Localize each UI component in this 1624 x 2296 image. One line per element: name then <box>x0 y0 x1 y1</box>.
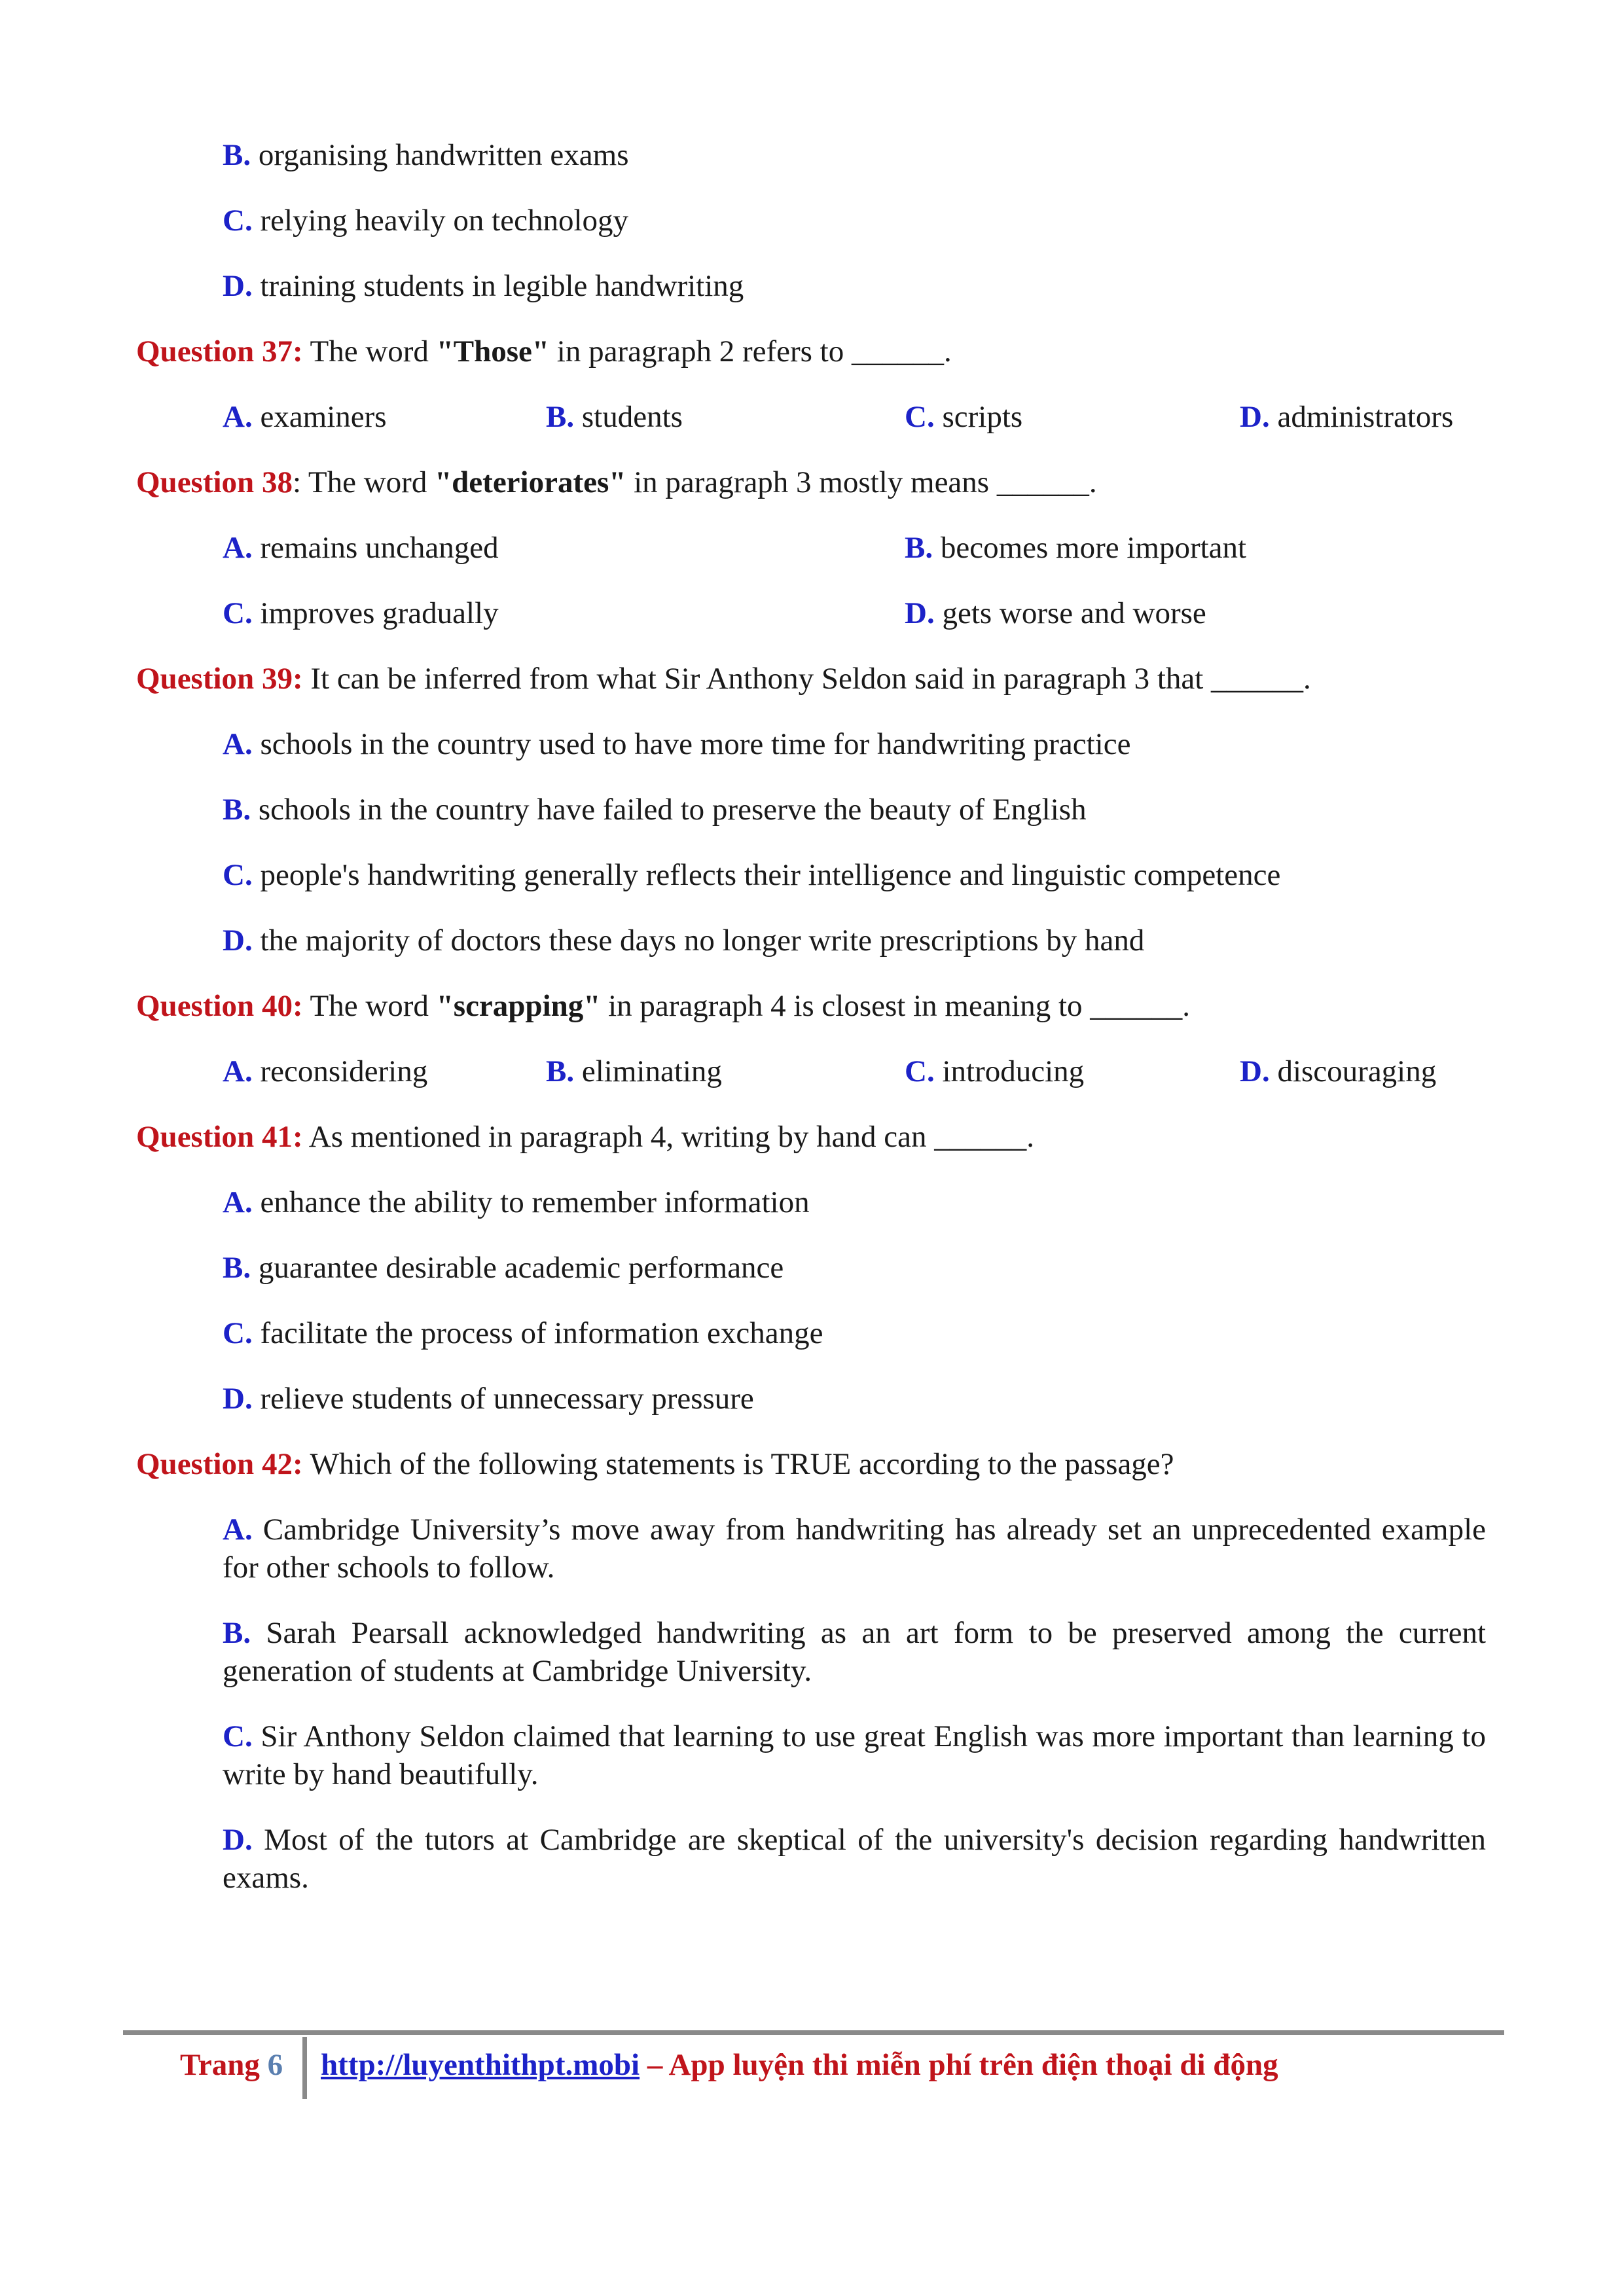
question-label: Question 37: <box>136 334 303 368</box>
question-text: As mentioned in paragraph 4, writing by hand can ______. <box>302 1120 1034 1154</box>
option-text: remains unchanged <box>260 531 499 565</box>
footer-text <box>321 2047 1278 2083</box>
question-text: It can be inferred from what Sir Anthony Seldon said in paragraph 3 that ______. <box>302 662 1311 696</box>
question-42 <box>136 1445 1487 1483</box>
question-text-post: in paragraph 2 refers to ______. <box>549 334 952 368</box>
option-text: eliminating <box>581 1054 722 1088</box>
question-label: Question 38 <box>136 465 293 499</box>
footer-separator <box>302 2037 307 2099</box>
q36-option-d <box>223 267 744 305</box>
option-text: Cambridge University’s move away from handwriting has already set an unprecedented example for other schools to follow. <box>223 1513 1487 1585</box>
option-letter: B. <box>546 400 575 434</box>
option-letter: C. <box>905 1054 935 1088</box>
question-label: Question 40: <box>136 989 303 1023</box>
q39-option-a <box>223 725 1130 763</box>
option-letter: C. <box>223 1719 253 1753</box>
q37-option-d <box>1240 398 1453 436</box>
q38-option-c <box>223 594 499 632</box>
option-letter: C. <box>905 400 935 434</box>
question-text-pre: The word <box>302 989 437 1023</box>
option-text: administrators <box>1277 400 1454 434</box>
option-text: discouraging <box>1277 1054 1437 1088</box>
q37-option-b <box>546 398 683 436</box>
option-letter: D. <box>1240 1054 1270 1088</box>
option-text: Sarah Pearsall acknowledged handwriting as an art form to be preserved among the current generation of students at Cambridge University. <box>223 1616 1487 1688</box>
question-text: Which of the following statements is TRUE according to the passage? <box>302 1447 1174 1481</box>
q42-option-a <box>223 1511 1486 1587</box>
question-37 <box>136 332 1487 370</box>
option-letter: D. <box>223 1823 253 1857</box>
option-letter: D. <box>223 1382 253 1416</box>
option-text: enhance the ability to remember information <box>260 1185 810 1219</box>
option-text: people's handwriting generally reflects their intelligence and linguistic competence <box>260 858 1281 892</box>
option-text: Most of the tutors at Cambridge are skeptical of the university's decision regarding handwritten exams. <box>223 1823 1486 1895</box>
option-text: introducing <box>942 1054 1085 1088</box>
option-text: guarantee desirable academic performance <box>258 1251 784 1285</box>
option-letter: D. <box>223 269 253 303</box>
q40-options-row <box>0 1052 1624 1090</box>
q41-option-a <box>223 1183 810 1221</box>
option-text: students <box>581 400 683 434</box>
option-letter: B. <box>223 1251 251 1285</box>
page-number: 6 <box>267 2048 283 2082</box>
q38-option-d <box>905 594 1206 632</box>
option-text: becomes more important <box>940 531 1247 565</box>
question-keyword: "scrapping" <box>436 989 601 1023</box>
q41-option-c <box>223 1314 823 1352</box>
q37-options-row <box>0 398 1624 436</box>
option-letter: B. <box>223 793 251 827</box>
option-letter: C. <box>223 204 253 238</box>
question-label: Question 42: <box>136 1447 303 1481</box>
q36-option-c <box>223 202 628 240</box>
q42-option-b <box>223 1614 1486 1690</box>
q41-option-b <box>223 1249 784 1287</box>
option-text: Sir Anthony Seldon claimed that learning to use great English was more important than learning to write by hand beautifully. <box>223 1719 1487 1791</box>
option-text: scripts <box>942 400 1023 434</box>
question-39 <box>136 660 1487 698</box>
q36-option-b <box>223 136 629 174</box>
option-text: facilitate the process of information exchange <box>260 1316 823 1350</box>
q40-option-a <box>223 1052 427 1090</box>
question-40 <box>136 987 1487 1025</box>
option-letter: B. <box>223 1616 251 1650</box>
q42-option-d <box>223 1821 1486 1897</box>
option-letter: B. <box>223 138 251 172</box>
question-text-post: in paragraph 4 is closest in meaning to ______. <box>600 989 1191 1023</box>
q37-option-c <box>905 398 1022 436</box>
question-41 <box>136 1118 1487 1156</box>
question-text-pre: The word <box>302 334 437 368</box>
option-text: improves gradually <box>260 596 499 630</box>
footer-tagline: – App luyện thi miễn phí trên điện thoại di động <box>640 2048 1278 2082</box>
option-text: gets worse and worse <box>942 596 1206 630</box>
question-38 <box>136 463 1487 501</box>
option-letter: C. <box>223 1316 253 1350</box>
q39-option-d <box>223 922 1144 960</box>
page-label: Trang <box>180 2048 268 2082</box>
option-letter: A. <box>223 727 253 761</box>
option-text: reconsidering <box>260 1054 428 1088</box>
question-label: Question 41: <box>136 1120 303 1154</box>
option-letter: A. <box>223 1185 253 1219</box>
option-letter: D. <box>905 596 935 630</box>
question-text-pre: : The word <box>292 465 435 499</box>
option-letter: B. <box>905 531 933 565</box>
footer-page-number <box>180 2047 283 2083</box>
q41-option-d <box>223 1380 754 1418</box>
option-text: the majority of doctors these days no longer write prescriptions by hand <box>260 924 1145 958</box>
option-letter: A. <box>223 1054 253 1088</box>
option-letter: D. <box>223 924 253 958</box>
option-letter: A. <box>223 531 253 565</box>
question-label: Question 39: <box>136 662 303 696</box>
q38-options-row-2 <box>0 594 1624 632</box>
option-letter: A. <box>223 1513 253 1547</box>
q40-option-d <box>1240 1052 1436 1090</box>
q42-option-c <box>223 1717 1486 1793</box>
option-letter: A. <box>223 400 253 434</box>
option-letter: B. <box>546 1054 575 1088</box>
q38-option-a <box>223 529 499 567</box>
option-text: schools in the country have failed to preserve the beauty of English <box>258 793 1087 827</box>
q39-option-b <box>223 791 1087 829</box>
q38-option-b <box>905 529 1246 567</box>
question-keyword: "Those" <box>436 334 550 368</box>
option-text: relying heavily on technology <box>260 204 629 238</box>
option-text: relieve students of unnecessary pressure <box>260 1382 754 1416</box>
option-letter: C. <box>223 596 253 630</box>
q37-option-a <box>223 398 387 436</box>
question-keyword: "deteriorates" <box>435 465 626 499</box>
option-letter: C. <box>223 858 253 892</box>
option-text: examiners <box>260 400 387 434</box>
option-text: schools in the country used to have more time for handwriting practice <box>260 727 1131 761</box>
question-text-post: in paragraph 3 mostly means ______. <box>626 465 1097 499</box>
q39-option-c <box>223 856 1280 894</box>
footer-divider <box>123 2030 1504 2035</box>
option-text: organising handwritten exams <box>258 138 629 172</box>
q40-option-c <box>905 1052 1084 1090</box>
q38-options-row-1 <box>0 529 1624 567</box>
footer-link[interactable]: http://luyenthithpt.mobi <box>321 2048 640 2082</box>
option-letter: D. <box>1240 400 1270 434</box>
q40-option-b <box>546 1052 722 1090</box>
option-text: training students in legible handwriting <box>260 269 744 303</box>
